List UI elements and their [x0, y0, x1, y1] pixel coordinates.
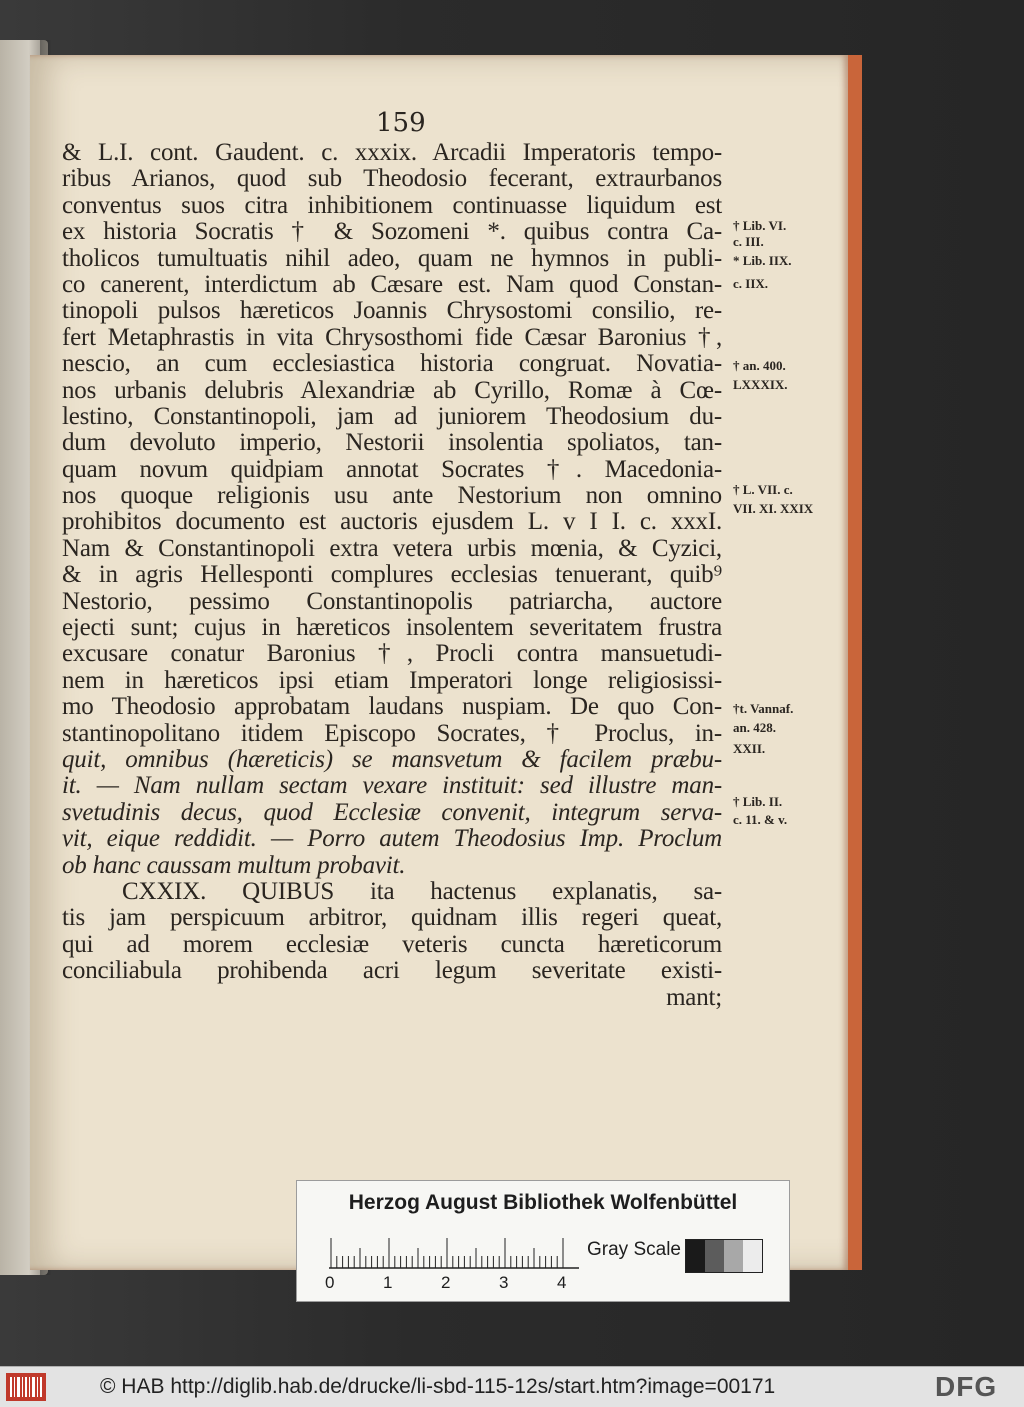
- color-target-card: [296, 1180, 790, 1302]
- text-line: quam novum quidpiam annotat Socrates †. Macedonia-: [62, 455, 722, 483]
- text-line: co canerent, interdictum ab Cæsare est. Nam quod Constan-: [62, 270, 722, 298]
- marginal-note: † an. 400.: [733, 358, 786, 374]
- marginal-note: an. 428.: [733, 719, 776, 735]
- text-line: nem in hæreticos ipsi etiam Imperatori longe religiosissi-: [62, 666, 722, 694]
- text-line: excusare conatur Baronius †, Procli contra mansuetudi-: [62, 640, 722, 668]
- ruler-number: 3: [499, 1273, 509, 1292]
- text-line: nos urbanis delubris Alexandriæ ab Cyrillo, Romæ à Cœ-: [62, 376, 722, 404]
- barcode-icon: [6, 1373, 46, 1401]
- marginal-note: VII. XI. XXIX: [733, 500, 814, 516]
- gray-swatch: [686, 1240, 705, 1272]
- text-line: vit, eique reddidit. — Porro autem Theodosius Imp. Proclum: [62, 825, 722, 853]
- ruler-number: 2: [441, 1273, 451, 1292]
- body-text: [62, 140, 722, 1011]
- gray-swatch: [743, 1240, 762, 1272]
- gray-swatch: [705, 1240, 724, 1272]
- ruler-number: 1: [383, 1273, 393, 1292]
- marginal-note: XXII.: [733, 740, 766, 756]
- text-line: nos quoque religionis usu ante Nestorium non omnino: [62, 482, 722, 510]
- text-line: & in agris Hellesponti complures ecclesias tenuerant, quib⁹: [62, 561, 722, 589]
- text-line: conciliabula prohibenda acri legum severitate existi-: [62, 957, 722, 985]
- text-line: ejecti sunt; cujus in hæreticos insolentem severitatem frustra: [62, 614, 722, 642]
- gray-swatch: [724, 1240, 743, 1272]
- marginal-note: † Lib. VI.: [733, 218, 787, 234]
- marginal-note: † L. VII. c.: [733, 482, 793, 498]
- marginal-note: c. IIX.: [733, 276, 769, 292]
- text-line: stantinopolitano itidem Episcopo Socrates, † Proclus, in-: [62, 719, 722, 747]
- text-line: it. — Nam nullam sectam vexare instituit: sed illustre man-: [62, 772, 722, 800]
- text-line: Nam & Constantinopoli extra vetera urbis mœnia, & Cyzici,: [62, 534, 722, 562]
- ruler-number: 0: [325, 1273, 335, 1292]
- text-line: conventus suos citra inhibitionem continuasse liquidum est: [62, 191, 722, 219]
- library-name: Herzog August Bibliothek Wolfenbüttel: [348, 1191, 738, 1214]
- gray-scale-label: Gray Scale: [587, 1239, 681, 1260]
- dfg-logo: DFG: [935, 1371, 998, 1402]
- viewer-footer: [0, 1366, 1024, 1407]
- marginal-note: * Lib. IIX.: [733, 252, 792, 268]
- text-line: qui ad morem ecclesiæ veteris cuncta hæreticorum: [62, 930, 722, 958]
- text-line: tholicos tumultuatis nihil adeo, quam ne hymnos in publi-: [62, 244, 722, 272]
- ruler-scale: [329, 1237, 579, 1269]
- text-line: fert Metaphrastis in vita Chrysosthomi fide Cæsar Baronius †,: [62, 323, 722, 351]
- text-line: ob hanc caussam multum probavit.: [62, 851, 406, 879]
- text-line: Nestorio, pessimo Constantinopolis patriarcha, auctore: [62, 587, 722, 615]
- text-line: nescio, an cum ecclesiastica historia congruat. Novatia-: [62, 350, 722, 378]
- text-line: quit, omnibus (hæreticis) se mansvetum & facilem præbu-: [62, 745, 722, 773]
- text-line: ex historia Socratis † & Sozomeni *. quibus contra Ca-: [62, 218, 722, 246]
- footer-source-link[interactable]: © HAB http://diglib.hab.de/drucke/li-sbd-115-12s/start.htm?image=00171: [100, 1375, 776, 1398]
- text-line: tis jam perspicuum arbitror, quidnam illis regeri queat,: [62, 904, 722, 932]
- text-line: svetudinis decus, quod Ecclesiæ convenit, integrum serva-: [62, 798, 722, 826]
- text-line: prohibitos documento est auctoris ejusdem L. v I I. c. xxxI.: [62, 508, 722, 536]
- marginal-note: c. III.: [733, 234, 764, 250]
- text-line: tinopoli pulsos hæreticos Joannis Chrysostomi consilio, re-: [62, 297, 722, 325]
- marginal-note: † Lib. II.: [733, 793, 783, 809]
- text-line: CXXIX. QUIBUS ita hactenus explanatis, sa-: [122, 877, 722, 905]
- marginal-note: †t. Vannaf.: [733, 701, 794, 717]
- page-number: 159: [376, 108, 426, 138]
- text-line: mo Theodosio approbatam laudans nuspiam. De quo Con-: [62, 693, 722, 721]
- text-line: lestino, Constantinopoli, jam ad juniorem Theodosium du-: [62, 402, 722, 430]
- text-line: & L.I. cont. Gaudent. c. xxxix. Arcadii Imperatoris tempo-: [62, 139, 722, 166]
- text-line: dum devoluto imperio, Nestorii insolentia spoliatos, tan-: [62, 429, 722, 457]
- ruler-number: 4: [557, 1273, 567, 1292]
- marginal-note: LXXXIX.: [733, 376, 788, 392]
- gray-scale-swatches: [685, 1239, 763, 1273]
- text-line: ribus Arianos, quod sub Theodosio fecerant, extraurbanos: [62, 165, 722, 193]
- marginal-note: c. 11. & v.: [733, 812, 788, 828]
- text-line: mant;: [666, 983, 722, 1011]
